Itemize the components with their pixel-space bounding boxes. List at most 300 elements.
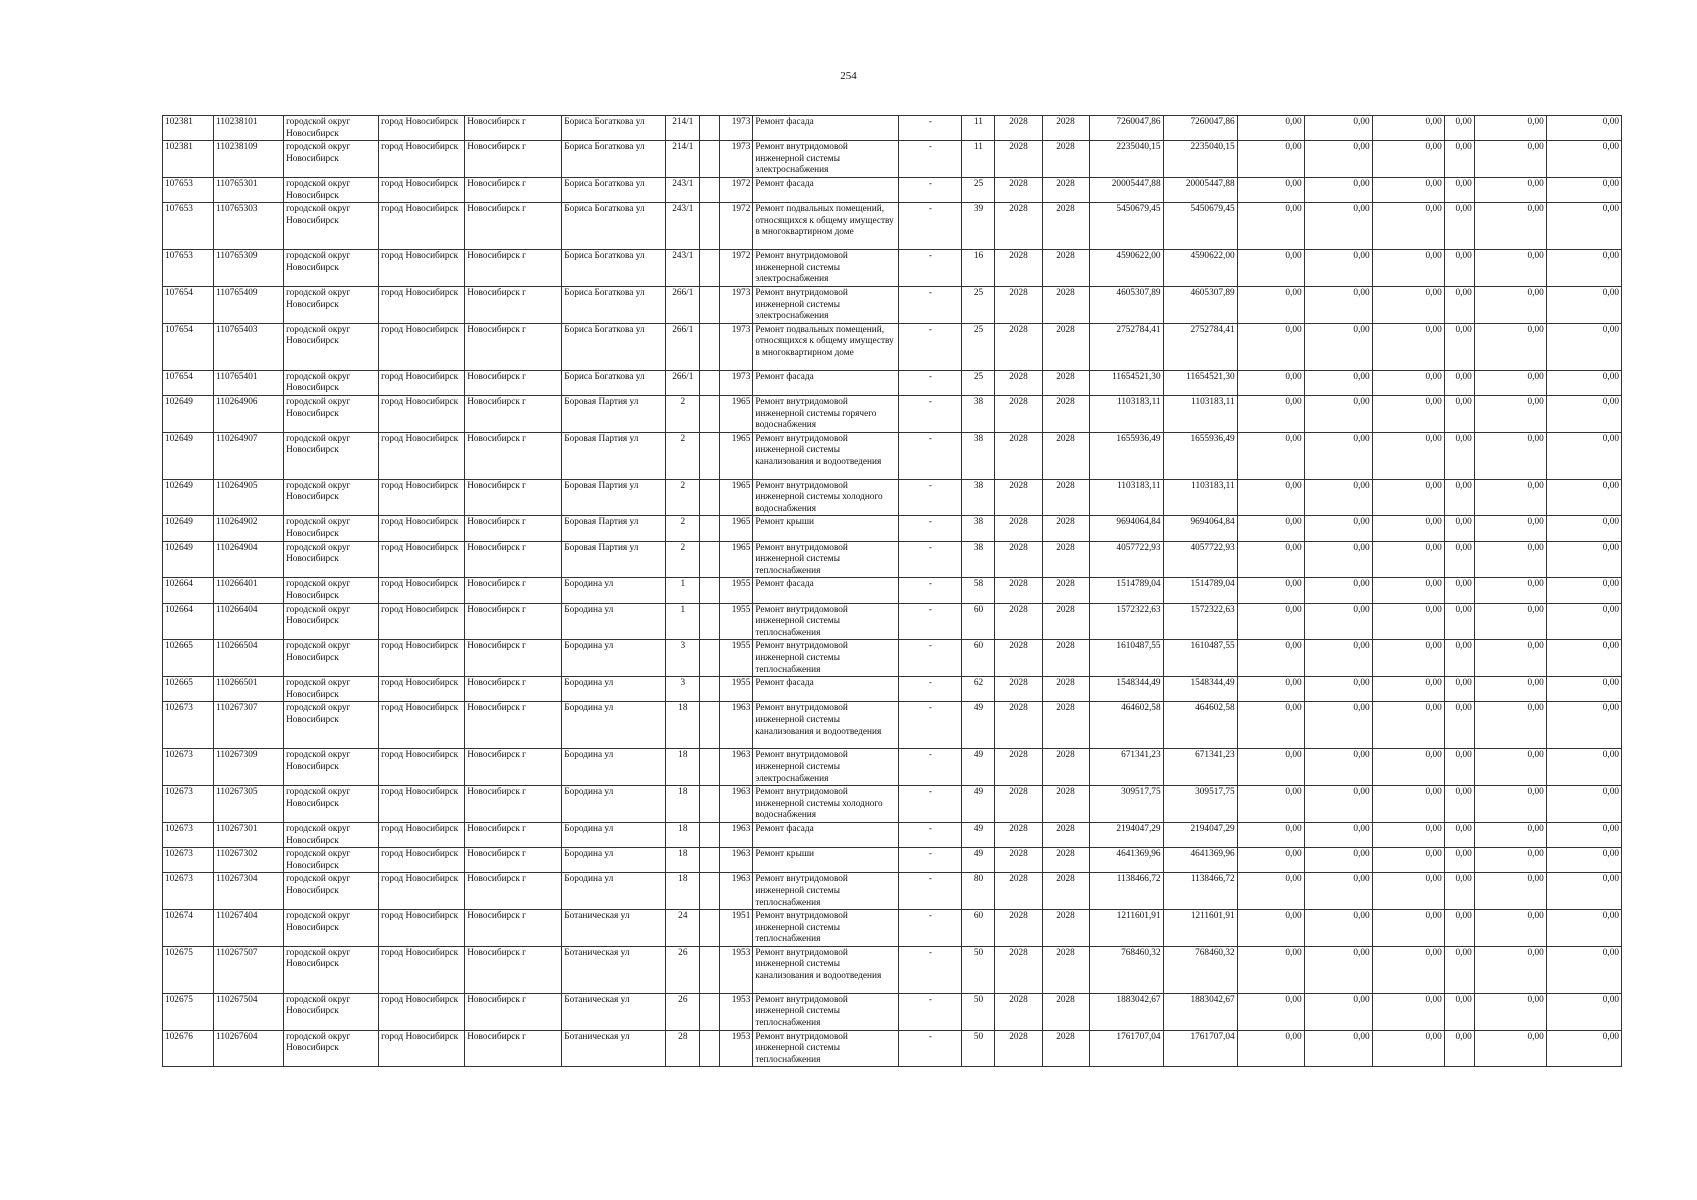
row-settlement: город Новосибирск — [379, 910, 465, 947]
row-street: Ботаническая ул — [562, 946, 666, 993]
row-city: Новосибирск г — [465, 993, 562, 1030]
row-dash: - — [899, 541, 962, 578]
row-amount-5: 0,00 — [1474, 873, 1546, 910]
row-work-type: Ремонт фасада — [753, 116, 899, 141]
row-year-end: 2028 — [1042, 603, 1089, 640]
row-amount-5: 0,00 — [1474, 677, 1546, 702]
row-district: городской округ Новосибирск — [284, 786, 379, 823]
table-row — [163, 177, 1622, 202]
row-amount-4: 0,00 — [1444, 541, 1474, 578]
row-amount-6: 0,00 — [1546, 177, 1621, 202]
row-count: 50 — [962, 946, 995, 993]
row-code: 102673 — [163, 848, 214, 873]
row-street: Бородина ул — [562, 749, 666, 786]
row-dash: - — [899, 286, 962, 323]
row-dash: - — [899, 479, 962, 516]
row-code: 102649 — [163, 479, 214, 516]
row-settlement: город Новосибирск — [379, 640, 465, 677]
row-street: Бородина ул — [562, 603, 666, 640]
row-amount-3: 0,00 — [1372, 516, 1444, 541]
row-year: 1973 — [720, 116, 753, 141]
row-year-end: 2028 — [1042, 541, 1089, 578]
row-amount-2: 0,00 — [1304, 640, 1372, 677]
row-year: 1973 — [720, 286, 753, 323]
row-amount-3: 0,00 — [1372, 640, 1444, 677]
table-row — [163, 323, 1622, 370]
row-amount-1: 0,00 — [1237, 250, 1304, 287]
row-code: 102665 — [163, 677, 214, 702]
row-count: 50 — [962, 1030, 995, 1067]
row-id: 110266501 — [214, 677, 284, 702]
row-count: 16 — [962, 250, 995, 287]
row-amount-3: 0,00 — [1372, 323, 1444, 370]
row-year-end: 2028 — [1042, 116, 1089, 141]
row-city: Новосибирск г — [465, 702, 562, 749]
row-settlement: город Новосибирск — [379, 323, 465, 370]
table-row — [163, 203, 1622, 250]
row-settlement: город Новосибирск — [379, 203, 465, 250]
row-cost-fund: 9694064,84 — [1163, 516, 1237, 541]
row-id: 110267504 — [214, 993, 284, 1030]
row-amount-2: 0,00 — [1304, 141, 1372, 178]
row-year-start: 2028 — [995, 395, 1042, 432]
row-street: Бориса Богаткова ул — [562, 203, 666, 250]
row-code: 102674 — [163, 910, 214, 947]
row-id: 110266401 — [214, 578, 284, 603]
row-code: 102673 — [163, 702, 214, 749]
row-count: 60 — [962, 603, 995, 640]
row-amount-5: 0,00 — [1474, 479, 1546, 516]
row-settlement: город Новосибирск — [379, 370, 465, 395]
row-year: 1963 — [720, 873, 753, 910]
table-row — [163, 141, 1622, 178]
row-work-type: Ремонт внутридомовой инженерной системы теплоснабжения — [753, 603, 899, 640]
row-year: 1963 — [720, 786, 753, 823]
row-korpus — [700, 323, 720, 370]
row-amount-1: 0,00 — [1237, 848, 1304, 873]
row-korpus — [700, 946, 720, 993]
row-cost-fund: 1138466,72 — [1163, 873, 1237, 910]
row-city: Новосибирск г — [465, 116, 562, 141]
row-year-start: 2028 — [995, 640, 1042, 677]
row-city: Новосибирск г — [465, 203, 562, 250]
row-house: 266/1 — [666, 370, 700, 395]
row-amount-3: 0,00 — [1372, 203, 1444, 250]
row-korpus — [700, 479, 720, 516]
row-house: 2 — [666, 516, 700, 541]
row-amount-1: 0,00 — [1237, 946, 1304, 993]
row-amount-3: 0,00 — [1372, 1030, 1444, 1067]
table-row — [163, 640, 1622, 677]
row-amount-2: 0,00 — [1304, 395, 1372, 432]
row-year-start: 2028 — [995, 286, 1042, 323]
row-settlement: город Новосибирск — [379, 286, 465, 323]
row-amount-3: 0,00 — [1372, 873, 1444, 910]
row-amount-5: 0,00 — [1474, 749, 1546, 786]
row-year: 1955 — [720, 640, 753, 677]
row-dash: - — [899, 203, 962, 250]
row-year: 1965 — [720, 541, 753, 578]
row-korpus — [700, 993, 720, 1030]
row-id: 110267305 — [214, 786, 284, 823]
row-year-start: 2028 — [995, 479, 1042, 516]
row-dash: - — [899, 946, 962, 993]
row-amount-4: 0,00 — [1444, 786, 1474, 823]
row-settlement: город Новосибирск — [379, 177, 465, 202]
row-year: 1973 — [720, 370, 753, 395]
row-amount-1: 0,00 — [1237, 323, 1304, 370]
row-work-type: Ремонт внутридомовой инженерной системы канализования и водоотведения — [753, 702, 899, 749]
table-row — [163, 749, 1622, 786]
row-year: 1965 — [720, 479, 753, 516]
row-amount-1: 0,00 — [1237, 786, 1304, 823]
row-year: 1972 — [720, 250, 753, 287]
table-row — [163, 479, 1622, 516]
row-amount-3: 0,00 — [1372, 702, 1444, 749]
row-count: 49 — [962, 848, 995, 873]
row-year-start: 2028 — [995, 116, 1042, 141]
row-settlement: город Новосибирск — [379, 516, 465, 541]
row-id: 110765303 — [214, 203, 284, 250]
row-korpus — [700, 910, 720, 947]
row-year-start: 2028 — [995, 432, 1042, 479]
row-code: 107654 — [163, 286, 214, 323]
row-dash: - — [899, 1030, 962, 1067]
row-street: Бориса Богаткова ул — [562, 141, 666, 178]
row-year-start: 2028 — [995, 541, 1042, 578]
row-cost-fund: 1883042,67 — [1163, 993, 1237, 1030]
table-row — [163, 1030, 1622, 1067]
row-year: 1973 — [720, 323, 753, 370]
row-year-end: 2028 — [1042, 993, 1089, 1030]
row-amount-2: 0,00 — [1304, 677, 1372, 702]
row-amount-4: 0,00 — [1444, 250, 1474, 287]
row-street: Бородина ул — [562, 677, 666, 702]
row-district: городской округ Новосибирск — [284, 993, 379, 1030]
row-street: Боровая Партия ул — [562, 479, 666, 516]
row-year-start: 2028 — [995, 702, 1042, 749]
row-amount-5: 0,00 — [1474, 250, 1546, 287]
row-amount-4: 0,00 — [1444, 203, 1474, 250]
row-amount-4: 0,00 — [1444, 395, 1474, 432]
table-row — [163, 578, 1622, 603]
row-city: Новосибирск г — [465, 323, 562, 370]
row-house: 3 — [666, 677, 700, 702]
row-district: городской округ Новосибирск — [284, 603, 379, 640]
row-cost-fund: 4641369,96 — [1163, 848, 1237, 873]
row-settlement: город Новосибирск — [379, 873, 465, 910]
row-id: 110267301 — [214, 822, 284, 847]
row-code: 102649 — [163, 395, 214, 432]
row-amount-1: 0,00 — [1237, 203, 1304, 250]
row-city: Новосибирск г — [465, 479, 562, 516]
row-city: Новосибирск г — [465, 749, 562, 786]
row-amount-4: 0,00 — [1444, 177, 1474, 202]
row-korpus — [700, 786, 720, 823]
row-id: 110267507 — [214, 946, 284, 993]
row-korpus — [700, 116, 720, 141]
row-cost-fund: 768460,32 — [1163, 946, 1237, 993]
row-district: городской округ Новосибирск — [284, 250, 379, 287]
row-work-type: Ремонт внутридомовой инженерной системы электроснабжения — [753, 286, 899, 323]
row-city: Новосибирск г — [465, 578, 562, 603]
table-row — [163, 848, 1622, 873]
row-amount-1: 0,00 — [1237, 578, 1304, 603]
row-amount-6: 0,00 — [1546, 822, 1621, 847]
table-row — [163, 116, 1622, 141]
row-cost-total: 1103183,11 — [1089, 395, 1163, 432]
row-city: Новосибирск г — [465, 286, 562, 323]
row-year-start: 2028 — [995, 323, 1042, 370]
table-row — [163, 286, 1622, 323]
row-year-end: 2028 — [1042, 749, 1089, 786]
row-amount-6: 0,00 — [1546, 640, 1621, 677]
row-amount-6: 0,00 — [1546, 786, 1621, 823]
table-row — [163, 395, 1622, 432]
row-amount-2: 0,00 — [1304, 432, 1372, 479]
row-year: 1955 — [720, 677, 753, 702]
row-count: 38 — [962, 541, 995, 578]
row-amount-2: 0,00 — [1304, 578, 1372, 603]
row-year: 1951 — [720, 910, 753, 947]
row-city: Новосибирск г — [465, 141, 562, 178]
row-amount-2: 0,00 — [1304, 250, 1372, 287]
row-dash: - — [899, 749, 962, 786]
row-cost-total: 309517,75 — [1089, 786, 1163, 823]
row-dash: - — [899, 702, 962, 749]
row-street: Бориса Богаткова ул — [562, 286, 666, 323]
table-row — [163, 516, 1622, 541]
row-year-end: 2028 — [1042, 177, 1089, 202]
row-year-end: 2028 — [1042, 479, 1089, 516]
row-amount-2: 0,00 — [1304, 822, 1372, 847]
row-cost-fund: 20005447,88 — [1163, 177, 1237, 202]
row-count: 25 — [962, 323, 995, 370]
row-dash: - — [899, 323, 962, 370]
row-cost-total: 1138466,72 — [1089, 873, 1163, 910]
row-settlement: город Новосибирск — [379, 578, 465, 603]
row-amount-2: 0,00 — [1304, 177, 1372, 202]
row-cost-fund: 1211601,91 — [1163, 910, 1237, 947]
row-cost-fund: 4590622,00 — [1163, 250, 1237, 287]
row-work-type: Ремонт внутридомовой инженерной системы теплоснабжения — [753, 640, 899, 677]
table-row — [163, 946, 1622, 993]
row-work-type: Ремонт внутридомовой инженерной системы теплоснабжения — [753, 541, 899, 578]
row-amount-1: 0,00 — [1237, 541, 1304, 578]
row-street: Бородина ул — [562, 786, 666, 823]
row-amount-4: 0,00 — [1444, 578, 1474, 603]
row-cost-fund: 1610487,55 — [1163, 640, 1237, 677]
row-korpus — [700, 749, 720, 786]
row-amount-4: 0,00 — [1444, 640, 1474, 677]
row-cost-total: 1548344,49 — [1089, 677, 1163, 702]
row-settlement: город Новосибирск — [379, 946, 465, 993]
row-district: городской округ Новосибирск — [284, 749, 379, 786]
row-amount-6: 0,00 — [1546, 677, 1621, 702]
row-street: Бориса Богаткова ул — [562, 370, 666, 395]
row-year-start: 2028 — [995, 203, 1042, 250]
row-street: Бориса Богаткова ул — [562, 323, 666, 370]
row-amount-6: 0,00 — [1546, 141, 1621, 178]
row-amount-6: 0,00 — [1546, 203, 1621, 250]
row-amount-4: 0,00 — [1444, 1030, 1474, 1067]
row-korpus — [700, 516, 720, 541]
row-amount-2: 0,00 — [1304, 203, 1372, 250]
row-id: 110765409 — [214, 286, 284, 323]
row-count: 11 — [962, 141, 995, 178]
row-district: городской округ Новосибирск — [284, 116, 379, 141]
row-year-end: 2028 — [1042, 141, 1089, 178]
row-year-start: 2028 — [995, 677, 1042, 702]
row-korpus — [700, 286, 720, 323]
row-amount-2: 0,00 — [1304, 946, 1372, 993]
row-korpus — [700, 541, 720, 578]
row-year: 1955 — [720, 578, 753, 603]
row-year: 1963 — [720, 822, 753, 847]
row-amount-5: 0,00 — [1474, 993, 1546, 1030]
row-year: 1972 — [720, 203, 753, 250]
row-year-start: 2028 — [995, 370, 1042, 395]
row-house: 3 — [666, 640, 700, 677]
row-cost-total: 4057722,93 — [1089, 541, 1163, 578]
row-amount-6: 0,00 — [1546, 603, 1621, 640]
row-city: Новосибирск г — [465, 177, 562, 202]
row-amount-1: 0,00 — [1237, 873, 1304, 910]
row-amount-6: 0,00 — [1546, 1030, 1621, 1067]
row-work-type: Ремонт фасада — [753, 822, 899, 847]
row-amount-6: 0,00 — [1546, 395, 1621, 432]
row-cost-fund: 2194047,29 — [1163, 822, 1237, 847]
row-id: 110267404 — [214, 910, 284, 947]
row-district: городской округ Новосибирск — [284, 432, 379, 479]
row-amount-6: 0,00 — [1546, 323, 1621, 370]
row-amount-1: 0,00 — [1237, 603, 1304, 640]
row-house: 266/1 — [666, 323, 700, 370]
row-amount-1: 0,00 — [1237, 116, 1304, 141]
row-year-end: 2028 — [1042, 432, 1089, 479]
row-city: Новосибирск г — [465, 873, 562, 910]
row-code: 102649 — [163, 516, 214, 541]
row-amount-4: 0,00 — [1444, 323, 1474, 370]
row-work-type: Ремонт внутридомовой инженерной системы теплоснабжения — [753, 910, 899, 947]
row-street: Ботаническая ул — [562, 910, 666, 947]
row-cost-total: 9694064,84 — [1089, 516, 1163, 541]
row-code: 107653 — [163, 250, 214, 287]
row-year-end: 2028 — [1042, 677, 1089, 702]
row-code: 102649 — [163, 541, 214, 578]
row-amount-6: 0,00 — [1546, 250, 1621, 287]
row-year-start: 2028 — [995, 873, 1042, 910]
row-cost-total: 2194047,29 — [1089, 822, 1163, 847]
row-year-end: 2028 — [1042, 516, 1089, 541]
row-cost-total: 4590622,00 — [1089, 250, 1163, 287]
row-year-end: 2028 — [1042, 873, 1089, 910]
row-city: Новосибирск г — [465, 910, 562, 947]
row-korpus — [700, 250, 720, 287]
row-code: 102649 — [163, 432, 214, 479]
row-amount-1: 0,00 — [1237, 749, 1304, 786]
row-amount-3: 0,00 — [1372, 993, 1444, 1030]
row-cost-fund: 1103183,11 — [1163, 395, 1237, 432]
row-cost-total: 1761707,04 — [1089, 1030, 1163, 1067]
row-amount-1: 0,00 — [1237, 141, 1304, 178]
row-work-type: Ремонт подвальных помещений, относящихся к общему имуществу в многоквартирном доме — [753, 203, 899, 250]
row-district: городской округ Новосибирск — [284, 848, 379, 873]
row-id: 110238101 — [214, 116, 284, 141]
row-cost-total: 1514789,04 — [1089, 578, 1163, 603]
row-amount-5: 0,00 — [1474, 786, 1546, 823]
row-year: 1965 — [720, 432, 753, 479]
table-row — [163, 541, 1622, 578]
row-count: 25 — [962, 286, 995, 323]
row-amount-3: 0,00 — [1372, 848, 1444, 873]
row-amount-5: 0,00 — [1474, 323, 1546, 370]
row-amount-6: 0,00 — [1546, 286, 1621, 323]
row-year: 1965 — [720, 516, 753, 541]
row-cost-fund: 5450679,45 — [1163, 203, 1237, 250]
row-amount-4: 0,00 — [1444, 479, 1474, 516]
row-cost-total: 1655936,49 — [1089, 432, 1163, 479]
row-amount-4: 0,00 — [1444, 141, 1474, 178]
row-amount-1: 0,00 — [1237, 640, 1304, 677]
row-cost-fund: 7260047,86 — [1163, 116, 1237, 141]
row-settlement: город Новосибирск — [379, 993, 465, 1030]
row-district: городской округ Новосибирск — [284, 203, 379, 250]
row-city: Новосибирск г — [465, 822, 562, 847]
row-year: 1972 — [720, 177, 753, 202]
row-code: 102676 — [163, 1030, 214, 1067]
row-amount-6: 0,00 — [1546, 848, 1621, 873]
row-amount-3: 0,00 — [1372, 541, 1444, 578]
row-id: 110264907 — [214, 432, 284, 479]
row-dash: - — [899, 822, 962, 847]
row-district: городской округ Новосибирск — [284, 177, 379, 202]
row-amount-3: 0,00 — [1372, 395, 1444, 432]
row-amount-2: 0,00 — [1304, 479, 1372, 516]
row-amount-3: 0,00 — [1372, 822, 1444, 847]
row-amount-6: 0,00 — [1546, 116, 1621, 141]
row-district: городской округ Новосибирск — [284, 873, 379, 910]
row-cost-fund: 1514789,04 — [1163, 578, 1237, 603]
row-year-end: 2028 — [1042, 323, 1089, 370]
row-work-type: Ремонт подвальных помещений, относящихся к общему имуществу в многоквартирном доме — [753, 323, 899, 370]
row-amount-6: 0,00 — [1546, 749, 1621, 786]
row-year-end: 2028 — [1042, 578, 1089, 603]
row-amount-1: 0,00 — [1237, 177, 1304, 202]
row-amount-1: 0,00 — [1237, 993, 1304, 1030]
row-count: 58 — [962, 578, 995, 603]
row-district: городской округ Новосибирск — [284, 516, 379, 541]
row-settlement: город Новосибирск — [379, 141, 465, 178]
row-house: 243/1 — [666, 250, 700, 287]
row-amount-2: 0,00 — [1304, 323, 1372, 370]
row-house: 18 — [666, 873, 700, 910]
row-year-start: 2028 — [995, 1030, 1042, 1067]
row-dash: - — [899, 395, 962, 432]
row-year-end: 2028 — [1042, 286, 1089, 323]
row-amount-5: 0,00 — [1474, 702, 1546, 749]
row-korpus — [700, 141, 720, 178]
row-amount-6: 0,00 — [1546, 910, 1621, 947]
row-cost-fund: 1761707,04 — [1163, 1030, 1237, 1067]
row-work-type: Ремонт внутридомовой инженерной системы канализования и водоотведения — [753, 946, 899, 993]
row-district: городской округ Новосибирск — [284, 541, 379, 578]
row-dash: - — [899, 910, 962, 947]
row-street: Бородина ул — [562, 702, 666, 749]
row-house: 266/1 — [666, 286, 700, 323]
row-amount-1: 0,00 — [1237, 1030, 1304, 1067]
row-house: 28 — [666, 1030, 700, 1067]
